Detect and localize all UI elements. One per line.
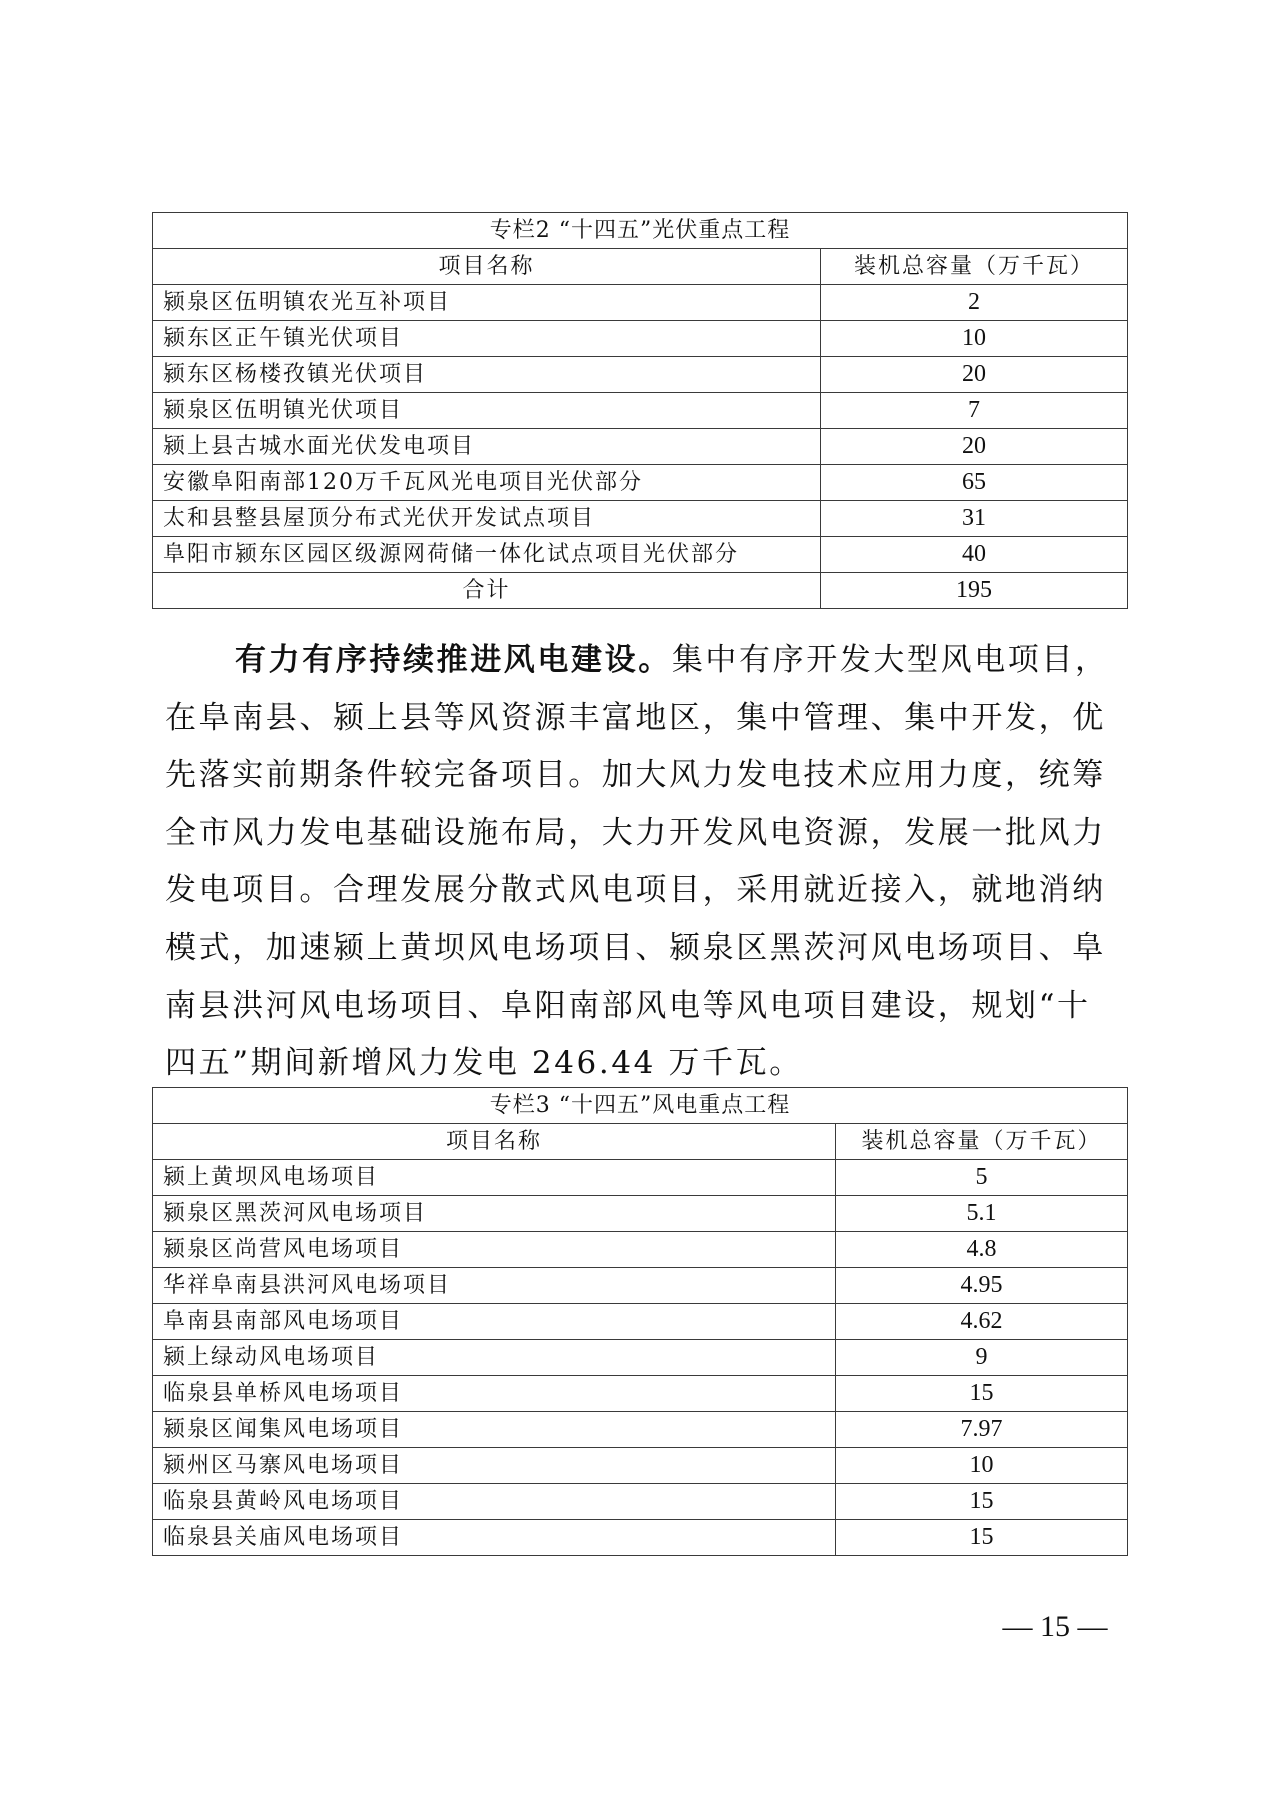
wind-key-projects-table [152,1087,1128,1556]
paragraph-line [165,632,1130,690]
project-name: 临泉县单桥风电场项目 [153,1376,836,1412]
header-capacity: 装机总容量（万千瓦） [836,1124,1128,1160]
table-row [153,465,1128,501]
paragraph-line: 在阜南县、颍上县等风资源丰富地区，集中管理、集中开发，优 [165,699,1106,736]
table-row [153,1160,1128,1196]
paragraph-line: 全市风力发电基础设施布局，大力开发风电资源，发展一批风力 [165,814,1106,851]
table-row [153,1232,1128,1268]
project-name: 颍东区正午镇光伏项目 [153,321,821,357]
table-row [153,1196,1128,1232]
project-name: 颍上县古城水面光伏发电项目 [153,429,821,465]
page-number: — 15 — [1002,1610,1108,1643]
capacity-value: 15 [836,1376,1128,1412]
capacity-value: 7.97 [836,1412,1128,1448]
table-total-row [153,573,1128,609]
table-row [153,1268,1128,1304]
header-capacity: 装机总容量（万千瓦） [821,249,1128,285]
project-name: 安徽阜阳南部120万千瓦风光电项目光伏部分 [153,465,821,501]
project-name: 颍上绿动风电场项目 [153,1340,836,1376]
project-name: 颍泉区黑茨河风电场项目 [153,1196,836,1232]
capacity-value: 9 [836,1340,1128,1376]
table-row [153,1376,1128,1412]
paragraph-line: 模式，加速颍上黄坝风电场项目、颍泉区黑茨河风电场项目、阜 [165,929,1106,966]
capacity-value: 20 [821,357,1128,393]
capacity-value: 15 [836,1520,1128,1556]
capacity-value: 5 [836,1160,1128,1196]
table-title-row [153,1088,1128,1124]
project-name: 阜阳市颍东区园区级源网荷储一体化试点项目光伏部分 [153,537,821,573]
project-name: 颍州区马寨风电场项目 [153,1448,836,1484]
capacity-value: 65 [821,465,1128,501]
capacity-value: 10 [836,1448,1128,1484]
table-row [153,1520,1128,1556]
total-value: 195 [821,573,1128,609]
project-name: 临泉县关庙风电场项目 [153,1520,836,1556]
capacity-value: 4.62 [836,1304,1128,1340]
total-label: 合计 [153,573,821,609]
project-name: 颍泉区尚营风电场项目 [153,1232,836,1268]
capacity-value: 31 [821,501,1128,537]
project-name: 颍上黄坝风电场项目 [153,1160,836,1196]
table-row [153,1448,1128,1484]
capacity-value: 4.95 [836,1268,1128,1304]
paragraph-line: 发电项目。合理发展分散式风电项目，采用就近接入，就地消纳 [165,872,1106,909]
table-row [153,393,1128,429]
header-project-name: 项目名称 [153,249,821,285]
paragraph-line: 南县洪河风电场项目、阜阳南部风电等风电项目建设，规划“十 [165,987,1091,1024]
project-name: 太和县整县屋顶分布式光伏开发试点项目 [153,501,821,537]
project-name: 华祥阜南县洪河风电场项目 [153,1268,836,1304]
project-name: 临泉县黄岭风电场项目 [153,1484,836,1520]
table-row [153,1484,1128,1520]
project-name: 颍泉区闻集风电场项目 [153,1412,836,1448]
capacity-value: 5.1 [836,1196,1128,1232]
table-row [153,321,1128,357]
capacity-value: 15 [836,1484,1128,1520]
table-title: 专栏2 “十四五”光伏重点工程 [153,213,1128,249]
table-row [153,1304,1128,1340]
capacity-value: 20 [821,429,1128,465]
header-project-name: 项目名称 [153,1124,836,1160]
table-row [153,501,1128,537]
paragraph-text: 集中有序开发大型风电项目， [671,642,1109,678]
table-row [153,537,1128,573]
table-title: 专栏3 “十四五”风电重点工程 [153,1088,1128,1124]
table-row [153,1412,1128,1448]
capacity-value: 2 [821,285,1128,321]
capacity-value: 10 [821,321,1128,357]
paragraph-lead: 有力有序持续推进风电建设。 [235,642,672,678]
table-row [153,1340,1128,1376]
table-row [153,285,1128,321]
capacity-value: 7 [821,393,1128,429]
table-row [153,429,1128,465]
table-title-row [153,213,1128,249]
project-name: 颍泉区伍明镇农光互补项目 [153,285,821,321]
paragraph-line: 先落实前期条件较完备项目。加大风力发电技术应用力度，统筹 [165,757,1106,794]
pv-key-projects-table [152,212,1128,609]
capacity-value: 40 [821,537,1128,573]
wind-power-paragraph [165,632,1130,1093]
table-row [153,357,1128,393]
capacity-value: 4.8 [836,1232,1128,1268]
project-name: 颍泉区伍明镇光伏项目 [153,393,821,429]
paragraph-line: 四五”期间新增风力发电 246.44 万千瓦。 [165,1045,803,1082]
project-name: 阜南县南部风电场项目 [153,1304,836,1340]
table-header-row [153,1124,1128,1160]
table-header-row [153,249,1128,285]
project-name: 颍东区杨楼孜镇光伏项目 [153,357,821,393]
